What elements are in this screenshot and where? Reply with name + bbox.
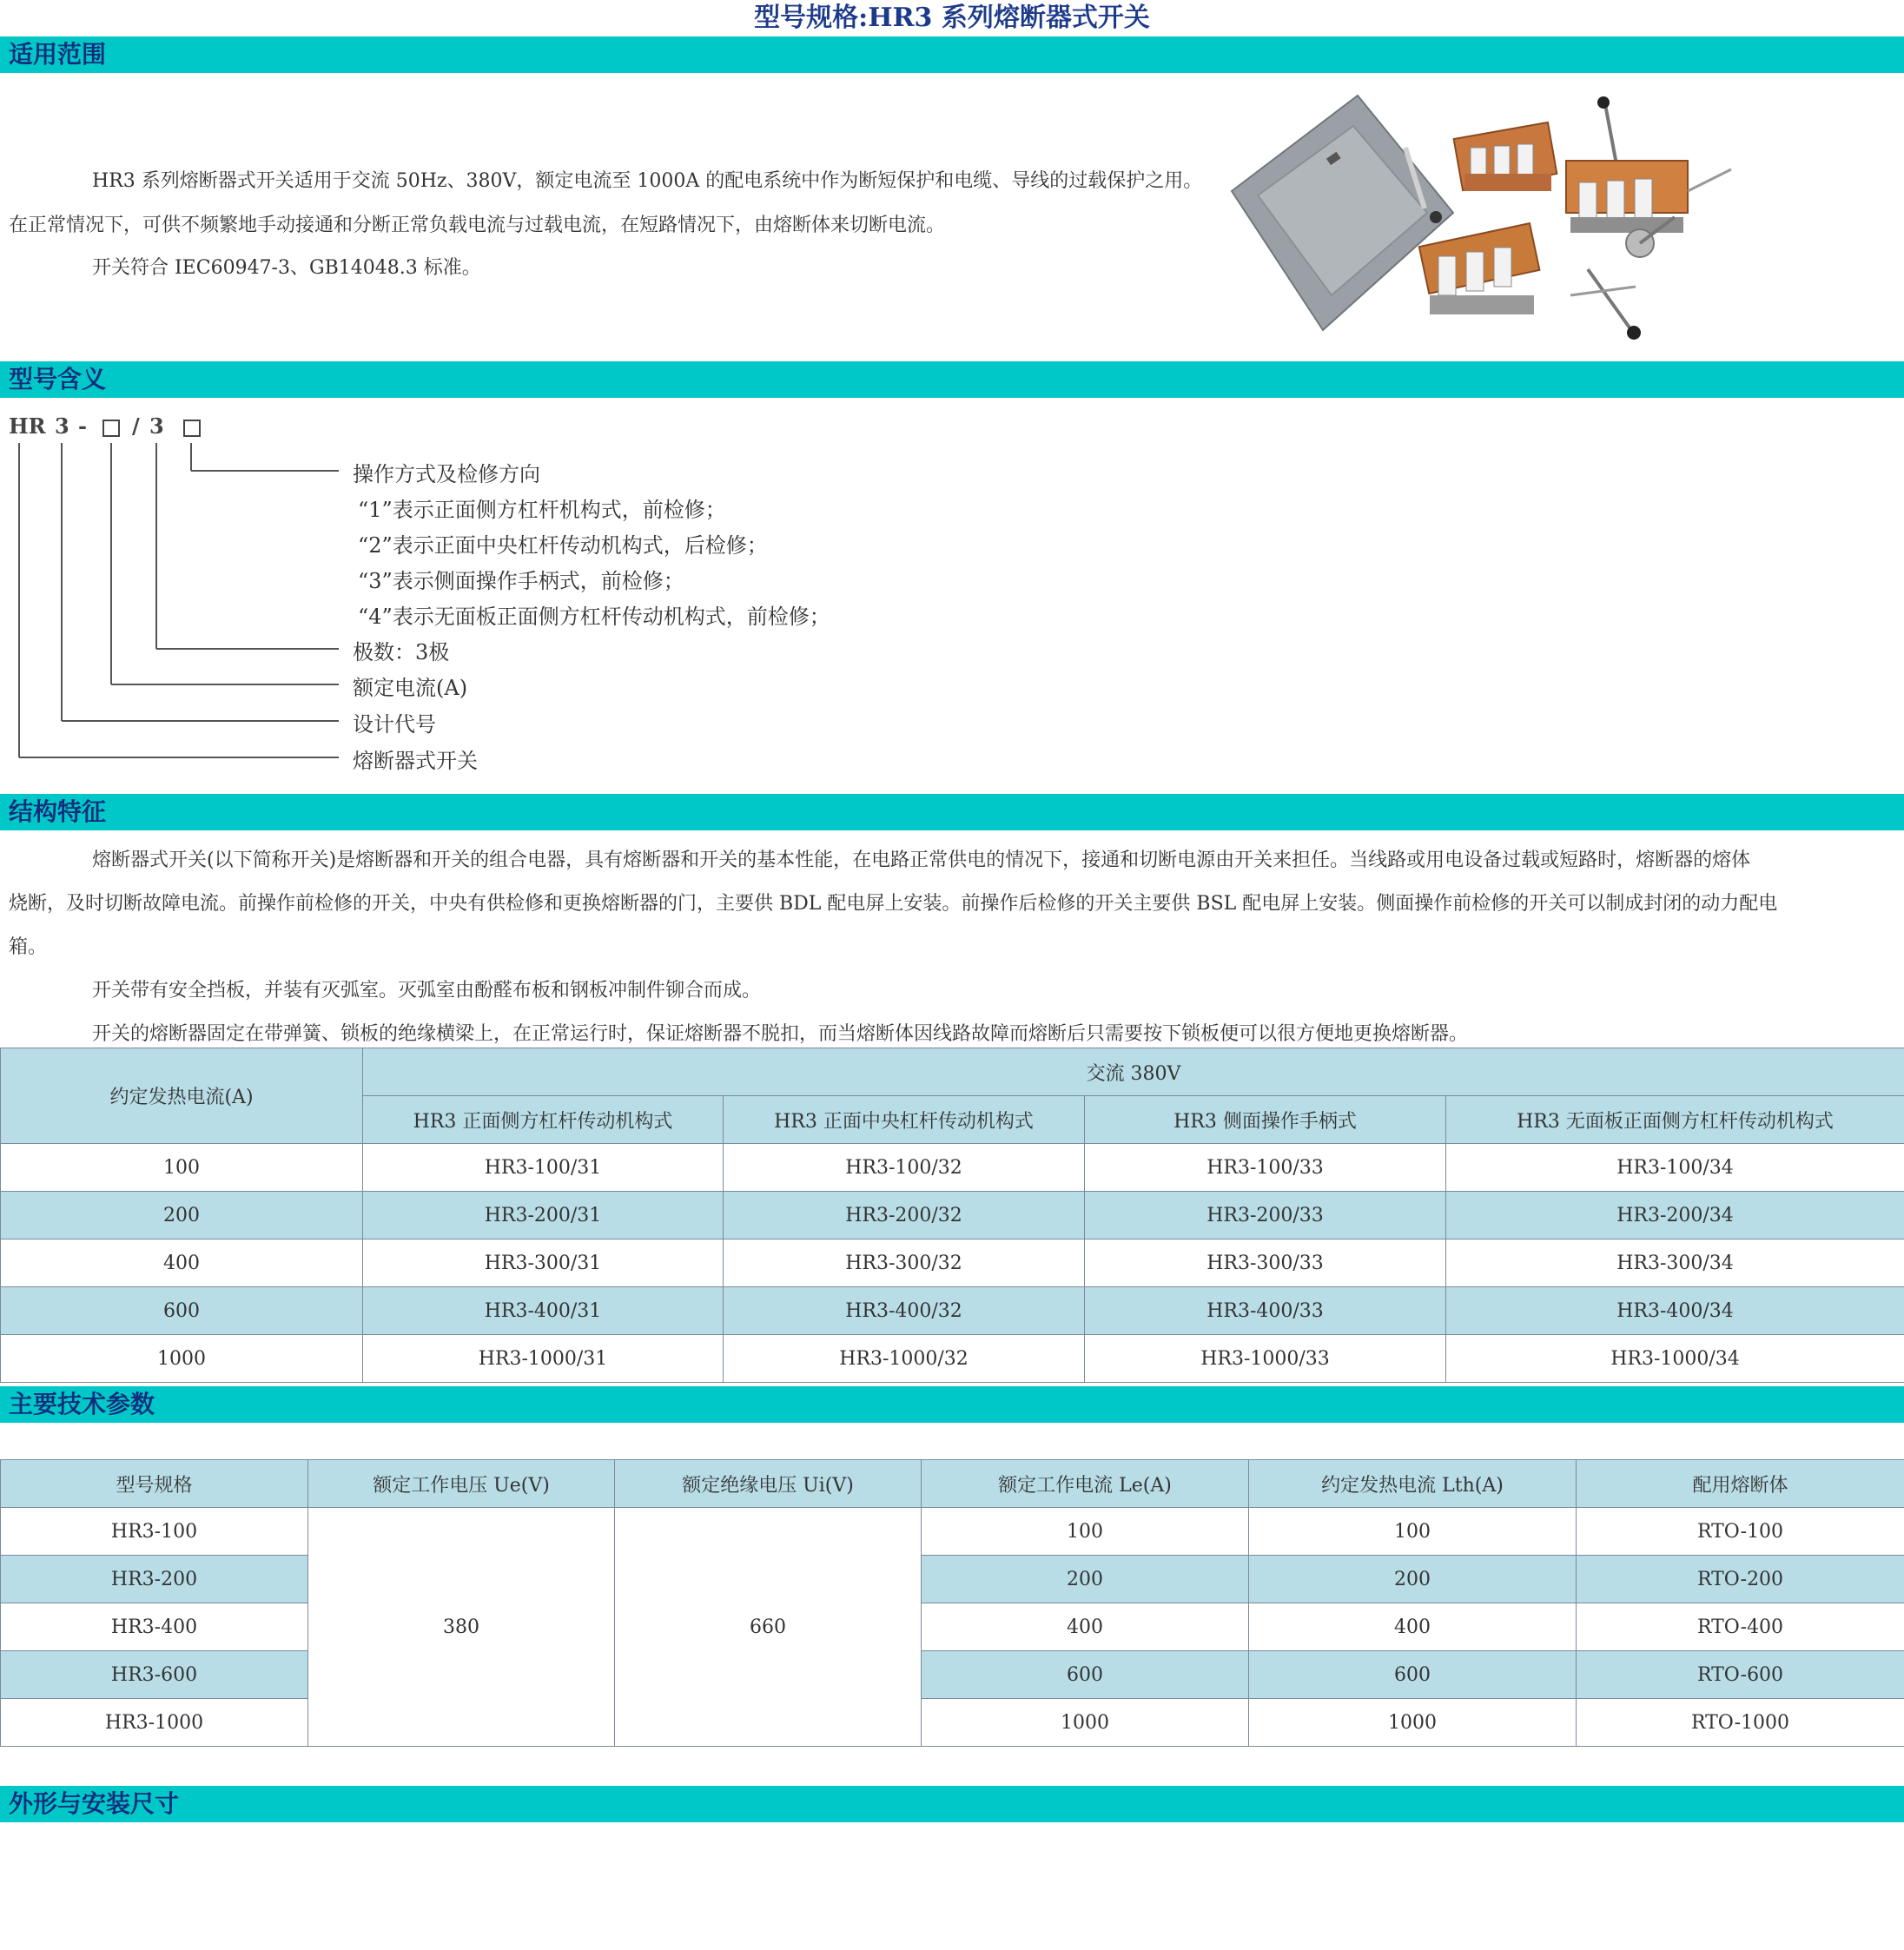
structure-paragraph-1-end: 箱。 [9,936,48,958]
table-row [1,1144,1904,1192]
section-heading-model-meaning: 型号含义 [0,361,1904,398]
table-header-le: 额定工作电流 Le(A) [922,1460,1249,1508]
table-cell: 200 [922,1556,1249,1603]
label-rated-current: 额定电流(A) [353,676,468,700]
table-cell: 200 [1,1192,363,1239]
table-header-ac380v: 交流 380V [363,1048,1904,1096]
table-cell: 400 [922,1603,1249,1651]
table-row [1,1239,1904,1287]
voltage-ui-cell: 660 [615,1508,922,1747]
table-cell: 100 [1249,1508,1577,1556]
section-heading-dimensions: 外形与安装尺寸 [0,1786,1904,1822]
label-mode-1: “1”表示正面侧方杠杆机构式，前检修； [358,498,726,522]
label-fuse-switch: 熔断器式开关 [353,749,478,773]
table-cell: HR3-400/33 [1085,1287,1446,1335]
table-header-type-4: HR3 无面板正面侧方杠杆传动机构式 [1446,1096,1904,1144]
code-poles: 3 [149,413,164,439]
table-cell: HR3-300/31 [363,1239,724,1287]
table-row [1,1287,1904,1335]
table-cell: HR3-100/34 [1446,1144,1904,1192]
product-image [1223,87,1744,347]
page-title: 型号规格:HR3 系列熔断器式开关 [754,3,1150,33]
table-cell: HR3-300/34 [1446,1239,1904,1287]
table-cell: HR3-400 [1,1603,308,1651]
structure-paragraph-3: 开关的熔断器固定在带弹簧、锁板的绝缘横梁上，在正常运行时，保证熔断器不脱扣，而当熔断体因线路故障而熔断后只需要按下锁板便可以很方便地更换熔断器。 [92,1023,1469,1045]
table-cell: 100 [1,1144,363,1192]
table-header-ue: 额定工作电压 Ue(V) [308,1460,615,1508]
table-cell: HR3-600 [1,1651,308,1699]
table-cell: 1000 [922,1699,1249,1747]
table-cell: HR3-100/33 [1085,1144,1446,1192]
label-mode-2: “2”表示正面中央杠杆传动机构式，后检修； [358,533,768,558]
table-header-type-3: HR3 侧面操作手柄式 [1085,1096,1446,1144]
table-header-lth: 约定发热电流 Lth(A) [1249,1460,1577,1508]
table-cell: HR3-1000/34 [1446,1335,1904,1383]
table-cell: HR3-100/31 [363,1144,724,1192]
table-row [1,1603,1904,1651]
tech-params-table [0,1459,1904,1747]
table-cell: HR3-300/33 [1085,1239,1446,1287]
table-header-fuse: 配用熔断体 [1577,1460,1904,1508]
structure-paragraph-1-cont: 烧断，及时切断故障电流。前操作前检修的开关，中央有供检修和更换熔断器的门，主要供 BDL 配电屏上安装。前操作后检修的开关主要供 BSL 配电屏上安装。侧面操作前检修的开关可以制成封闭的动力配电 [9,893,1778,915]
table-header-type-1: HR3 正面侧方杠杆传动机构式 [363,1096,724,1144]
table-cell: 1000 [1,1335,363,1383]
table-cell: 600 [922,1651,1249,1699]
scope-paragraph-1: HR3 系列熔断器式开关适用于交流 50Hz、380V，额定电流至 1000A 的配电系统中作为断短保护和电缆、导线的过载保护之用。 [92,170,1203,192]
table-cell: 200 [1249,1556,1577,1603]
table-cell: HR3-100 [1,1508,308,1556]
table-cell: HR3-1000 [1,1699,308,1747]
table-cell: HR3-200/31 [363,1192,724,1239]
table-cell: HR3-100/32 [724,1144,1085,1192]
table-cell: HR3-200/33 [1085,1192,1446,1239]
table-cell: 600 [1249,1651,1577,1699]
code-3: 3 [55,413,69,439]
table-row [1,1651,1904,1699]
table-header-type-2: HR3 正面中央杠杆传动机构式 [724,1096,1085,1144]
table-cell: RTO-600 [1577,1651,1904,1699]
table-header-current: 约定发热电流(A) [1,1048,363,1144]
table-row [1,1508,1904,1556]
code-hr: HR [9,413,46,439]
table-header-model: 型号规格 [1,1460,308,1508]
table-header-ui: 额定绝缘电压 Ui(V) [615,1460,922,1508]
code-dash: - [78,413,87,439]
scope-paragraph-2: 在正常情况下，可供不频繁地手动接通和分断正常负载电流与过载电流，在短路情况下，由熔断体来切断电流。 [9,215,946,236]
table-cell: RTO-400 [1577,1603,1904,1651]
table-cell: RTO-100 [1577,1508,1904,1556]
table-cell: 100 [922,1508,1249,1556]
table-row [1,1556,1904,1603]
model-selection-table [0,1048,1904,1383]
table-cell: 400 [1249,1603,1577,1651]
table-cell: HR3-400/34 [1446,1287,1904,1335]
scope-paragraph-3: 开关符合 IEC60947-3、GB14048.3 标准。 [92,257,481,279]
label-poles: 极数：3极 [353,640,450,664]
fuse-switch-unit-2 [1566,161,1731,233]
table-row [1,1699,1904,1747]
table-cell: HR3-400/31 [363,1287,724,1335]
fuse-switch-unit-3 [1419,223,1540,314]
table-cell: HR3-1000/33 [1085,1335,1446,1383]
table-cell: HR3-300/32 [724,1239,1085,1287]
table-row [1,1335,1904,1383]
table-cell: HR3-200 [1,1556,308,1603]
table-cell: 600 [1,1287,363,1335]
structure-paragraph-1: 熔断器式开关(以下简称开关)是熔断器和开关的组合电器，具有熔断器和开关的基本性能，在电路正常供电的情况下，接通和切断电源由开关来担任。当线路或用电设备过载或短路时，熔断器的熔体 [92,849,1751,871]
structure-paragraph-2: 开关带有安全挡板，并装有灭弧室。灭弧室由酚醛布板和钢板冲制件铆合而成。 [92,980,762,1001]
table-cell: HR3-400/32 [724,1287,1085,1335]
table-cell: HR3-200/34 [1446,1192,1904,1239]
voltage-ue-cell: 380 [308,1508,615,1747]
label-mode-4: “4”表示无面板正面侧方杠杆传动机构式，前检修； [358,605,830,629]
table-cell: RTO-1000 [1577,1699,1904,1747]
model-meaning-diagram [7,410,893,775]
section-heading-structure: 结构特征 [0,794,1904,830]
label-design-code: 设计代号 [353,712,436,737]
fuse-switch-unit-1 [1454,122,1557,191]
table-cell: HR3-200/32 [724,1192,1085,1239]
table-cell: 1000 [1249,1699,1577,1747]
section-heading-scope: 适用范围 [0,36,1904,73]
section-heading-tech-params: 主要技术参数 [0,1386,1904,1423]
label-operation-mode: 操作方式及检修方向 [353,462,540,486]
table-cell: 400 [1,1239,363,1287]
table-cell: HR3-1000/31 [363,1335,724,1383]
code-slash: / [132,413,140,439]
table-cell: RTO-200 [1577,1556,1904,1603]
table-cell: HR3-1000/32 [724,1335,1085,1383]
table-row [1,1192,1904,1239]
label-mode-3: “3”表示侧面操作手柄式，前检修； [358,569,684,593]
